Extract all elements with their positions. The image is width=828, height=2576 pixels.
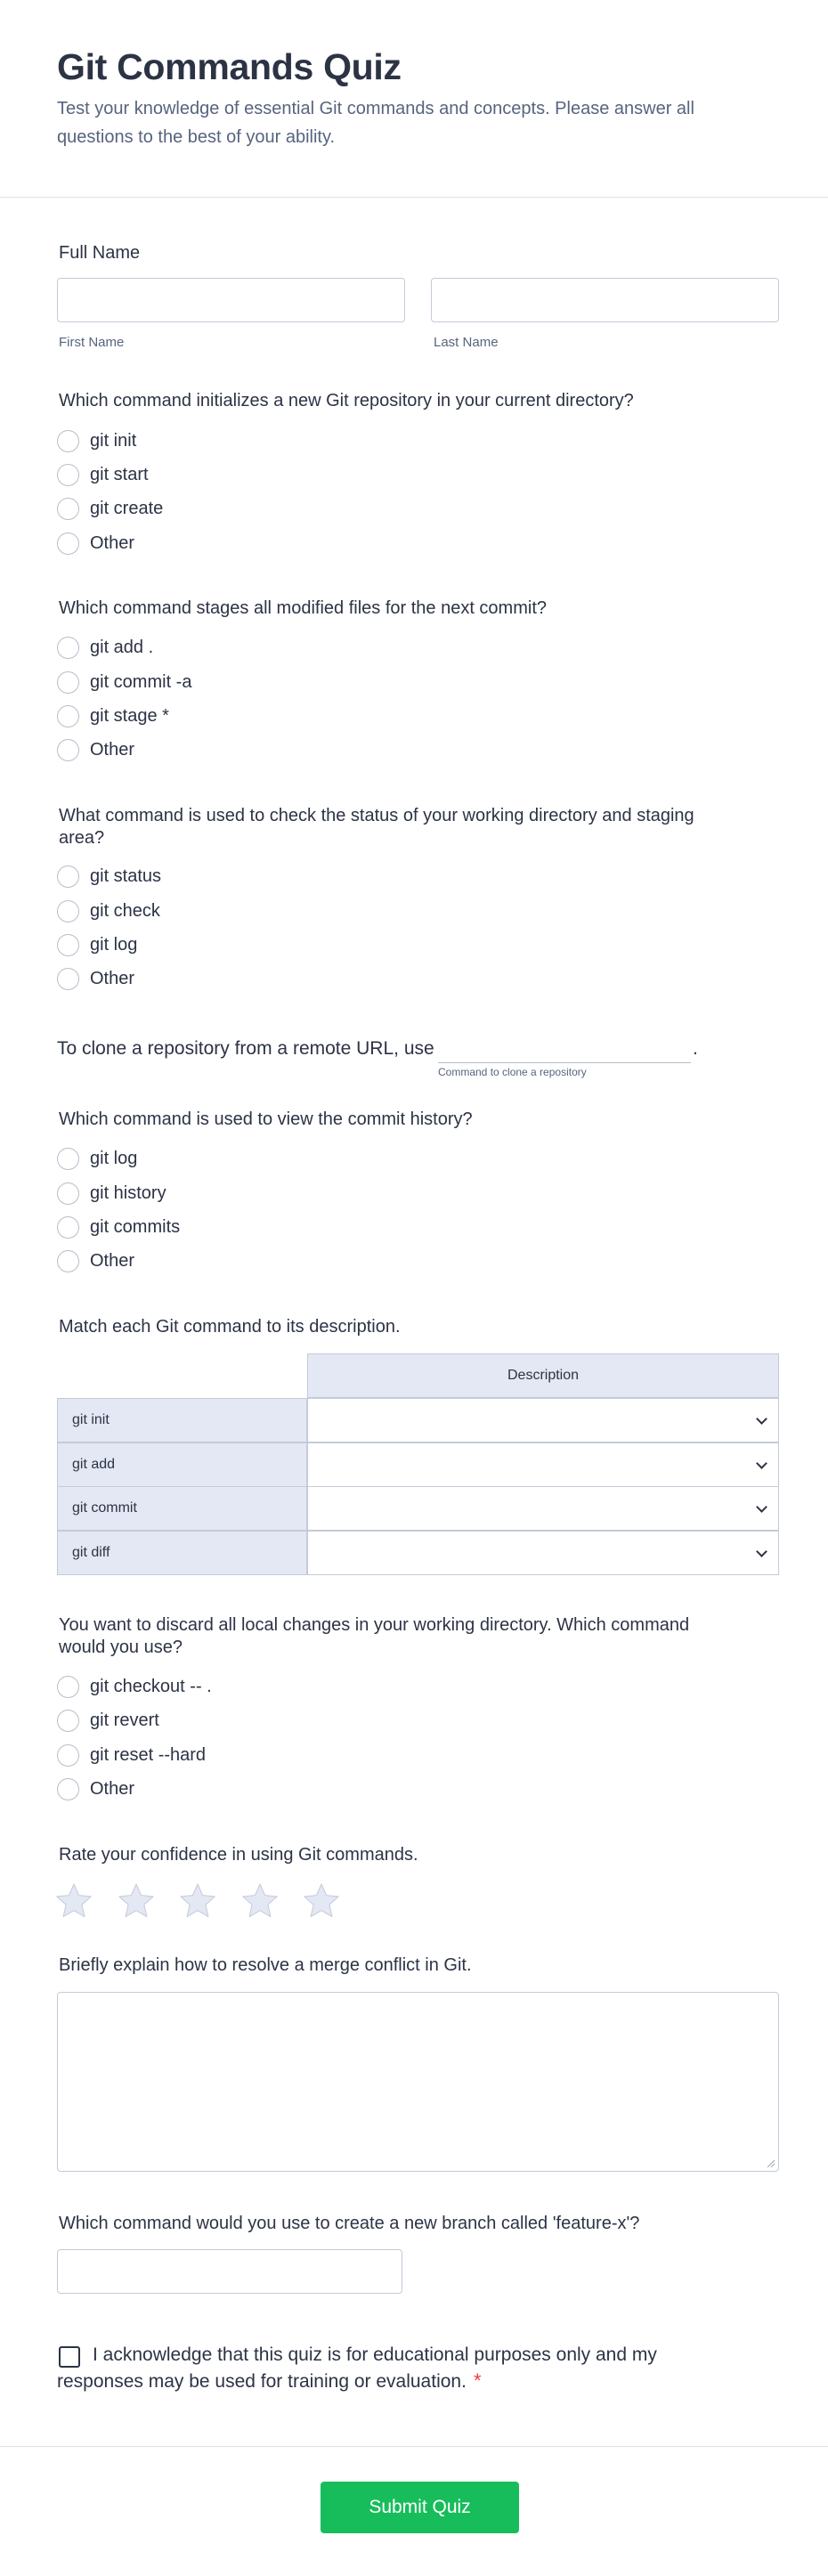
q2-option[interactable] [57, 670, 191, 695]
q5-option[interactable] [57, 1215, 180, 1239]
form-title: Git Commands Quiz [57, 46, 402, 87]
option-label: git log [90, 934, 138, 955]
required-asterisk: * [473, 2369, 482, 2392]
first-name-input[interactable] [57, 278, 405, 322]
q1-option[interactable] [57, 496, 163, 521]
merge-conflict-textarea[interactable] [57, 1992, 779, 2172]
option-label: git status [90, 865, 162, 886]
form-header [0, 0, 828, 198]
radio-button[interactable] [57, 739, 79, 761]
matrix-row-label: git add [57, 1442, 307, 1487]
option-label: Other [90, 1778, 135, 1799]
radio-button[interactable] [57, 1710, 79, 1732]
option-label: git stage * [90, 705, 169, 726]
first-name-sublabel: First Name [59, 335, 125, 350]
q3-option[interactable] [57, 932, 137, 957]
radio-button[interactable] [57, 1778, 79, 1800]
radio-button[interactable] [57, 900, 79, 922]
option-label: git commits [90, 1216, 181, 1237]
acknowledge-text: I acknowledge that this quiz is for educational purposes only and my [93, 2344, 657, 2365]
q7-option[interactable] [57, 1674, 212, 1699]
matrix-question: Match each Git command to its description. [59, 1317, 401, 1337]
option-label: git create [90, 498, 164, 518]
clone-command-sublabel: Command to clone a repository [438, 1066, 587, 1078]
chevron-down-icon [756, 1413, 767, 1425]
radio-button[interactable] [57, 671, 79, 694]
radio-button[interactable] [57, 934, 79, 956]
last-name-input[interactable] [431, 278, 779, 322]
q5-option[interactable] [57, 1248, 134, 1273]
acknowledge-checkbox[interactable] [59, 2346, 80, 2368]
full-name-label: Full Name [59, 243, 141, 263]
q2-option[interactable] [57, 635, 153, 660]
q10-question: Which command would you use to create a new branch called 'feature-x'? [59, 2214, 640, 2233]
acknowledge-text: responses may be used for training or evaluation. [57, 2371, 467, 2392]
q5-question: Which command is used to view the commit history? [59, 1109, 473, 1129]
option-label: git history [90, 1182, 166, 1203]
q5-option[interactable] [57, 1146, 137, 1171]
star-icon[interactable] [179, 1882, 216, 1920]
option-label: Other [90, 532, 135, 553]
rating-question: Rate your confidence in using Git commands. [59, 1845, 418, 1865]
submit-button[interactable]: Submit Quiz [321, 2482, 519, 2533]
clone-command-input[interactable] [438, 1062, 691, 1063]
option-label: git init [90, 430, 137, 451]
chevron-down-icon [756, 1458, 767, 1469]
radio-button[interactable] [57, 865, 79, 888]
option-label: git commit -a [90, 671, 192, 692]
q7-question-line: would you use? [59, 1637, 183, 1657]
option-label: Other [90, 968, 135, 988]
matrix-dropdown[interactable] [307, 1486, 779, 1531]
matrix-dropdown[interactable] [307, 1398, 779, 1442]
star-icon[interactable] [241, 1882, 279, 1920]
radio-button[interactable] [57, 968, 79, 990]
q7-question [59, 1614, 689, 1659]
radio-button[interactable] [57, 1250, 79, 1272]
q7-option[interactable] [57, 1708, 159, 1733]
q1-question: Which command initializes a new Git repository in your current directory? [59, 391, 634, 410]
q7-question-line: You want to discard all local changes in your working directory. Which command [59, 1615, 690, 1635]
matrix-column-header: Description [307, 1353, 779, 1398]
option-label: git log [90, 1148, 138, 1168]
matrix-row-label: git commit [57, 1486, 307, 1531]
radio-button[interactable] [57, 532, 79, 555]
option-label: git start [90, 464, 149, 484]
q4-suffix: . [693, 1038, 698, 1059]
q3-option[interactable] [57, 864, 161, 889]
star-icon[interactable] [118, 1882, 155, 1920]
option-label: Other [90, 739, 135, 760]
chevron-down-icon [756, 1501, 767, 1513]
radio-button[interactable] [57, 1216, 79, 1239]
option-label: git check [90, 900, 160, 921]
q9-question: Briefly explain how to resolve a merge conflict in Git. [59, 1955, 472, 1975]
branch-command-input[interactable] [57, 2249, 402, 2294]
radio-button[interactable] [57, 637, 79, 659]
form-subtitle: Test your knowledge of essential Git commands and concepts. Please answer all questions to the best of your ability. [57, 99, 694, 147]
q1-option[interactable] [57, 462, 149, 487]
radio-button[interactable] [57, 705, 79, 727]
option-label: Other [90, 1250, 135, 1271]
q2-option[interactable] [57, 737, 134, 762]
radio-button[interactable] [57, 1744, 79, 1767]
matrix-row-label: git diff [57, 1531, 307, 1575]
option-label: git revert [90, 1710, 159, 1730]
q7-option[interactable] [57, 1776, 134, 1801]
resize-grip-icon[interactable] [766, 2158, 775, 2167]
last-name-sublabel: Last Name [434, 335, 499, 350]
radio-button[interactable] [57, 464, 79, 486]
q1-option[interactable] [57, 531, 134, 556]
matrix-dropdown[interactable] [307, 1442, 779, 1487]
option-label: git add . [90, 637, 154, 657]
matrix-dropdown[interactable] [307, 1531, 779, 1575]
option-label: git reset --hard [90, 1744, 207, 1765]
radio-button[interactable] [57, 430, 79, 452]
radio-button[interactable] [57, 1148, 79, 1170]
q3-option[interactable] [57, 966, 134, 991]
q3-question [59, 805, 694, 849]
q1-option[interactable] [57, 428, 136, 453]
q3-option[interactable] [57, 898, 160, 923]
option-label: git checkout -- . [90, 1676, 212, 1696]
q2-option[interactable] [57, 703, 169, 728]
q2-question: Which command stages all modified files for the next commit? [59, 598, 547, 618]
star-icon[interactable] [303, 1882, 340, 1920]
footer-divider [0, 2446, 828, 2447]
star-icon[interactable] [55, 1882, 93, 1920]
q3-question-line: What command is used to check the status of your working directory and staging [59, 806, 694, 825]
radio-button[interactable] [57, 1676, 79, 1698]
radio-button[interactable] [57, 498, 79, 520]
matrix-row-label: git init [57, 1398, 307, 1442]
acknowledge-text-line2 [57, 2369, 482, 2393]
chevron-down-icon [756, 1546, 767, 1557]
q5-option[interactable] [57, 1181, 166, 1206]
q7-option[interactable] [57, 1743, 206, 1767]
radio-button[interactable] [57, 1182, 79, 1205]
q4-question: To clone a repository from a remote URL, use [57, 1038, 434, 1059]
q3-question-line: area? [59, 828, 105, 848]
